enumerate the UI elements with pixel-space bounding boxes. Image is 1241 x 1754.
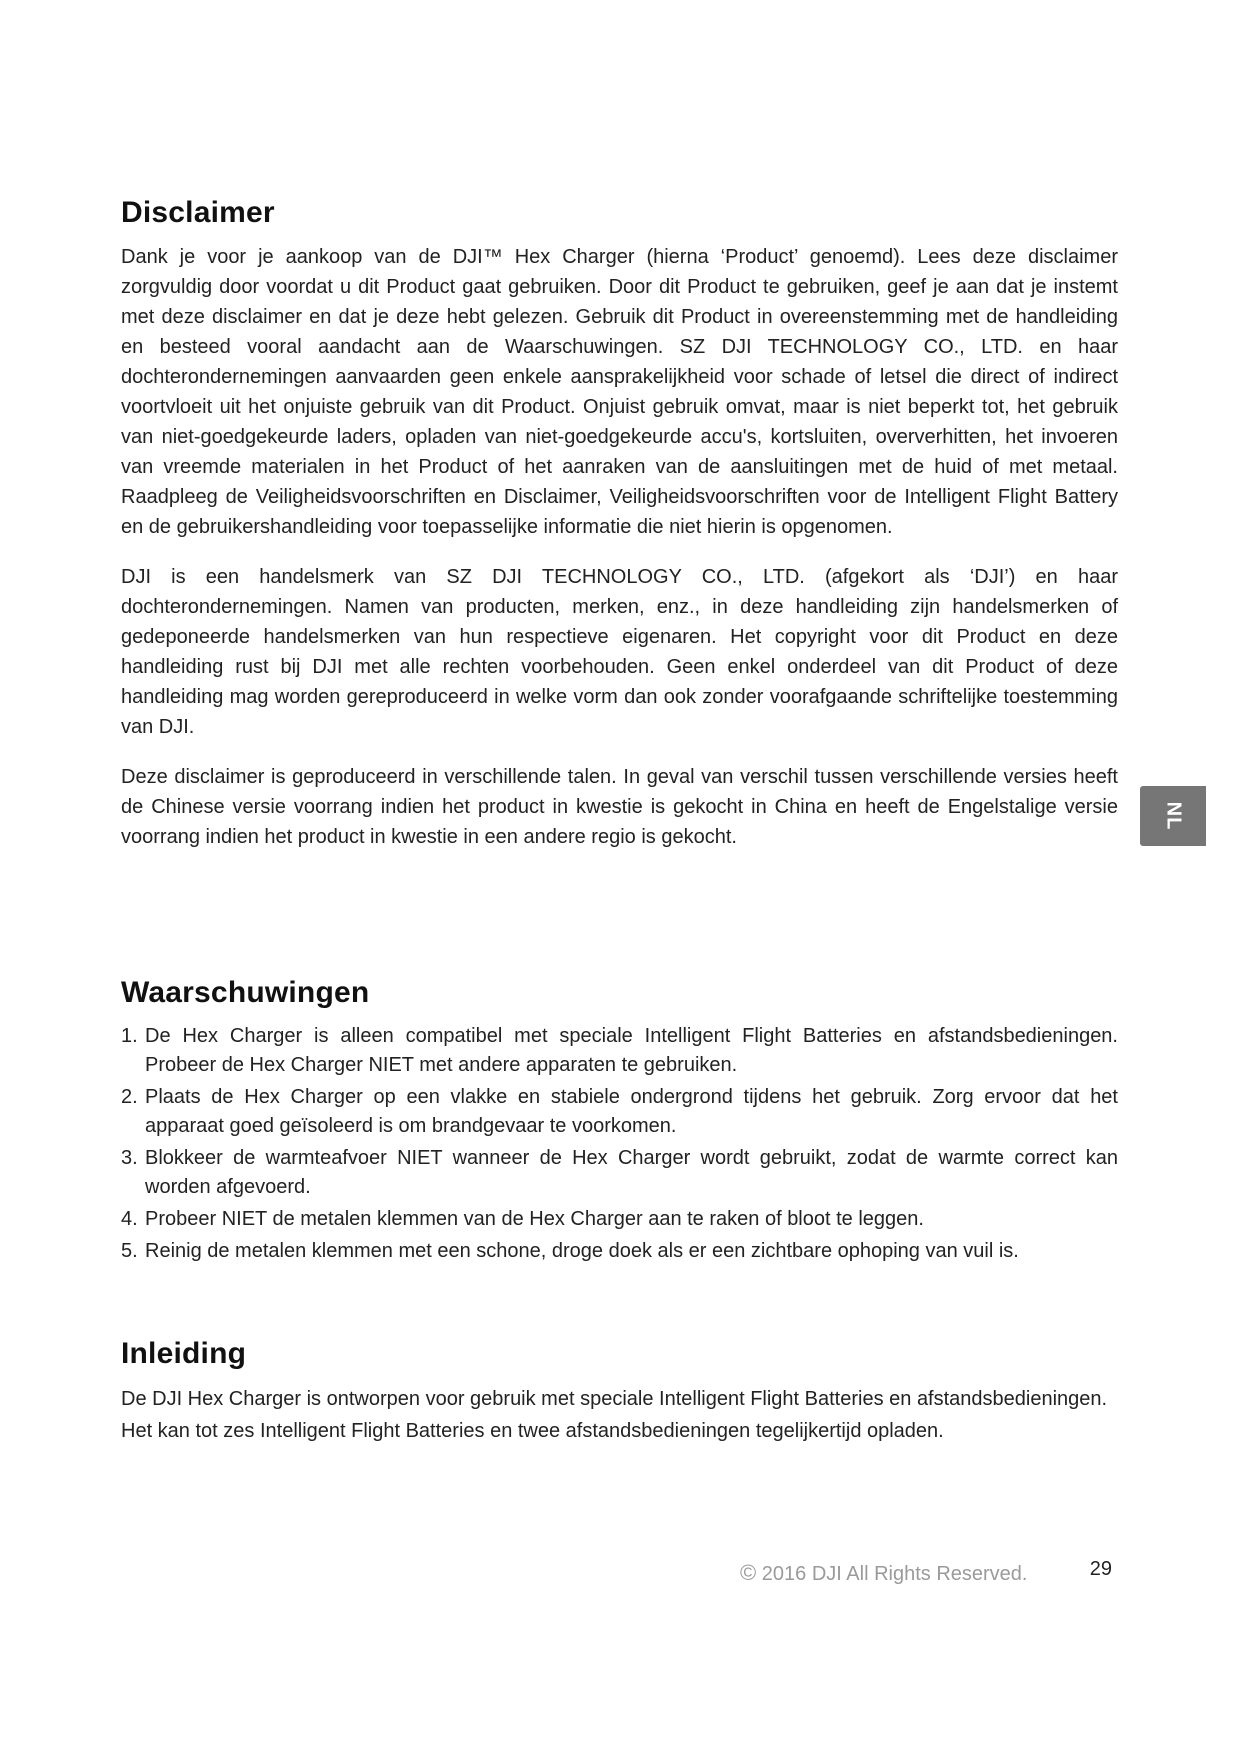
warning-item: 3. Blokkeer de warmteafvoer NIET wanneer de Hex Charger wordt gebruikt, zodat de warmte correct kan worden afgevoerd.	[121, 1147, 1118, 1198]
disclaimer-paragraph-2: DJI is een handelsmerk van SZ DJI TECHNOLOGY CO., LTD. (afgekort als ‘DJI’) en haar dochterondernemingen. Namen van producten, merken, enz., in deze handleiding zijn handelsmerken of gedeponeerde handelsmerken van hun respectieve eigenaren. Het copyright voor dit Product en deze handleiding rust bij DJI met alle rechten voorbehouden. Geen enkel onderdeel van dit Product of deze handleiding mag worden gereproduceerd in welke vorm dan ook zonder voorafgaande schriftelijke toestemming van DJI.	[121, 566, 1118, 738]
copyright-icon: ©	[740, 1560, 757, 1585]
disclaimer-heading: Disclaimer	[121, 196, 275, 229]
warning-item: 2. Plaats de Hex Charger op een vlakke en stabiele ondergrond tijdens het gebruik. Zorg ervoor dat het apparaat goed geïsoleerd is om brandgevaar te voorkomen.	[121, 1086, 1118, 1137]
intro-section	[121, 1337, 1118, 1447]
intro-heading: Inleiding	[121, 1337, 247, 1370]
warnings-list	[121, 1022, 1118, 1266]
warnings-section	[121, 976, 1118, 1269]
copyright-notice	[740, 1560, 1027, 1586]
warning-item: 1. De Hex Charger is alleen compatibel met speciale Intelligent Flight Batteries en afstandsbedieningen. Probeer de Hex Charger NIET met andere apparaten te gebruiken.	[121, 1025, 1118, 1076]
page-number: 29	[1089, 1558, 1112, 1580]
language-tab-label: NL	[1162, 801, 1185, 831]
disclaimer-paragraph-1: Dank je voor je aankoop van de DJI™ Hex Charger (hierna ‘Product’ genoemd). Lees deze disclaimer zorgvuldig door voordat u dit Product gaat gebruiken. Door dit Product te gebruiken, geef je aan dat je instemt met deze disclaimer en dat je deze hebt gelezen. Gebruik dit Product in overeenstemming met de handleiding en besteed vooral aandacht aan de Waarschuwingen. SZ DJI TECHNOLOGY CO., LTD. en haar dochterondernemingen aanvaarden geen enkele aansprakelijkheid voor schade of letsel die direct of indirect voortvloeit uit het onjuiste gebruik van dit Product. Onjuist gebruik omvat, maar is niet beperkt tot, het gebruik van niet-goedgekeurde laders, opladen van niet-goedgekeurde accu's, kortsluiten, oververhitten, het invoeren van vreemde materialen in het Product of het aanraken van de aansluitingen met de huid of met metaal. Raadpleeg de Veiligheidsvoorschriften en Disclaimer, Veiligheidsvoorschriften voor de Intelligent Flight Battery en de gebruikershandleiding voor toepasselijke informatie die niet hierin is opgenomen.	[121, 246, 1118, 538]
copyright-text: 2016 DJI All Rights Reserved.	[761, 1563, 1028, 1585]
disclaimer-section	[121, 196, 1118, 852]
language-tab	[1140, 786, 1206, 846]
page-footer	[740, 1560, 1120, 1590]
disclaimer-paragraph-3: Deze disclaimer is geproduceerd in verschillende talen. In geval van verschil tussen verschillende versies heeft de Chinese versie voorrang indien het product in kwestie is gekocht in China en heeft de Engelstalige versie voorrang indien het product in kwestie in een andere regio is gekocht.	[121, 766, 1118, 848]
warning-item: 5. Reinig de metalen klemmen met een schone, droge doek als er een zichtbare ophoping van vuil is.	[121, 1240, 1019, 1262]
intro-paragraph: De DJI Hex Charger is ontworpen voor gebruik met speciale Intelligent Flight Batteries en afstandsbedieningen. Het kan tot zes Intelligent Flight Batteries en twee afstandsbedieningen tegelijkertijd opladen.	[121, 1388, 1108, 1442]
warning-item: 4. Probeer NIET de metalen klemmen van de Hex Charger aan te raken of bloot te leggen.	[121, 1208, 924, 1230]
warnings-heading: Waarschuwingen	[121, 976, 370, 1009]
